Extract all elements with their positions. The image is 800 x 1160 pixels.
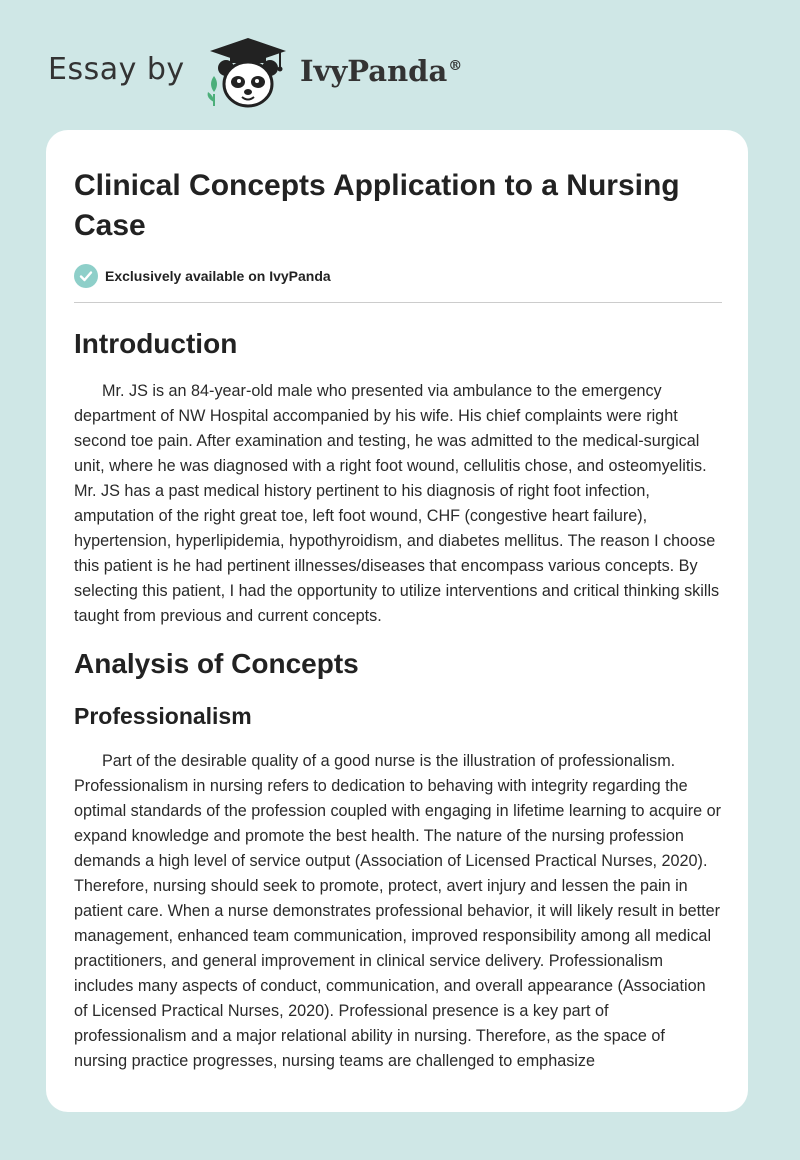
article-card xyxy=(46,130,748,1112)
article-title: Clinical Concepts Application to a Nursing Case xyxy=(74,169,680,242)
panda-graduate-icon[interactable] xyxy=(206,36,290,110)
analysis-heading: Analysis of Concepts xyxy=(74,648,359,679)
introduction-heading: Introduction xyxy=(74,328,238,359)
exclusive-badge-text: Exclusively available on IvyPanda xyxy=(105,268,331,284)
essay-by-label: Essay by xyxy=(48,52,185,87)
registered-mark: ® xyxy=(448,58,463,75)
check-icon xyxy=(74,264,98,288)
title-divider xyxy=(74,302,722,303)
brand-name[interactable]: IvyPanda® xyxy=(300,54,463,88)
professionalism-heading: Professionalism xyxy=(74,703,252,729)
site-header xyxy=(48,34,568,110)
introduction-paragraph: Mr. JS is an 84-year-old male who presented via ambulance to the emergency department of NW Hospital accompanied by his wife. His chief complaints were right second toe pain. After examination and testing, he was admitted to the medical-surgical unit, where he was diagnosed with a right foot wound, cellulitis chose, and osteomyelitis. Mr. JS has a past medical history pertinent to his diagnosis of right foot infection, amputation of the right great toe, left foot wound, CHF (congestive heart failure), hypertension, hyperlipidemia, hypothyroidism, and diabetes mellitus. The reason I choose this patient is he had pertinent illnesses/diseases that encompass various concepts. By selecting this patient, I had the opportunity to utilize interventions and critical thinking skills taught from previous and current concepts. xyxy=(74,382,720,625)
article-content xyxy=(74,166,722,1074)
exclusive-badge xyxy=(74,262,722,290)
professionalism-paragraph: Part of the desirable quality of a good nurse is the illustration of professionalism. Professionalism in nursing refers to dedication to behaving with integrity regarding the optimal standards of the profession coupled with engaging in lifetime learning to acquire or expand knowledge and promote the best health. The nature of the nursing profession demands a high level of service output (Association of Licensed Practical Nurses, 2020). Therefore, nursing should seek to promote, protect, avert injury and lessen the pain in patient care. When a nurse demonstrates professional behavior, it will likely result in better management, enhanced team communication, improved responsibility among all medical practitioners, and general improvement in clinical service delivery. Professionalism includes many aspects of conduct, communication, and overall appearance (Association of Licensed Practical Nurses, 2020). Professional presence is a key part of professionalism and a major relational ability in nursing. Therefore, as the space of nursing practice progresses, nursing teams are challenged to emphasize xyxy=(74,752,721,1070)
